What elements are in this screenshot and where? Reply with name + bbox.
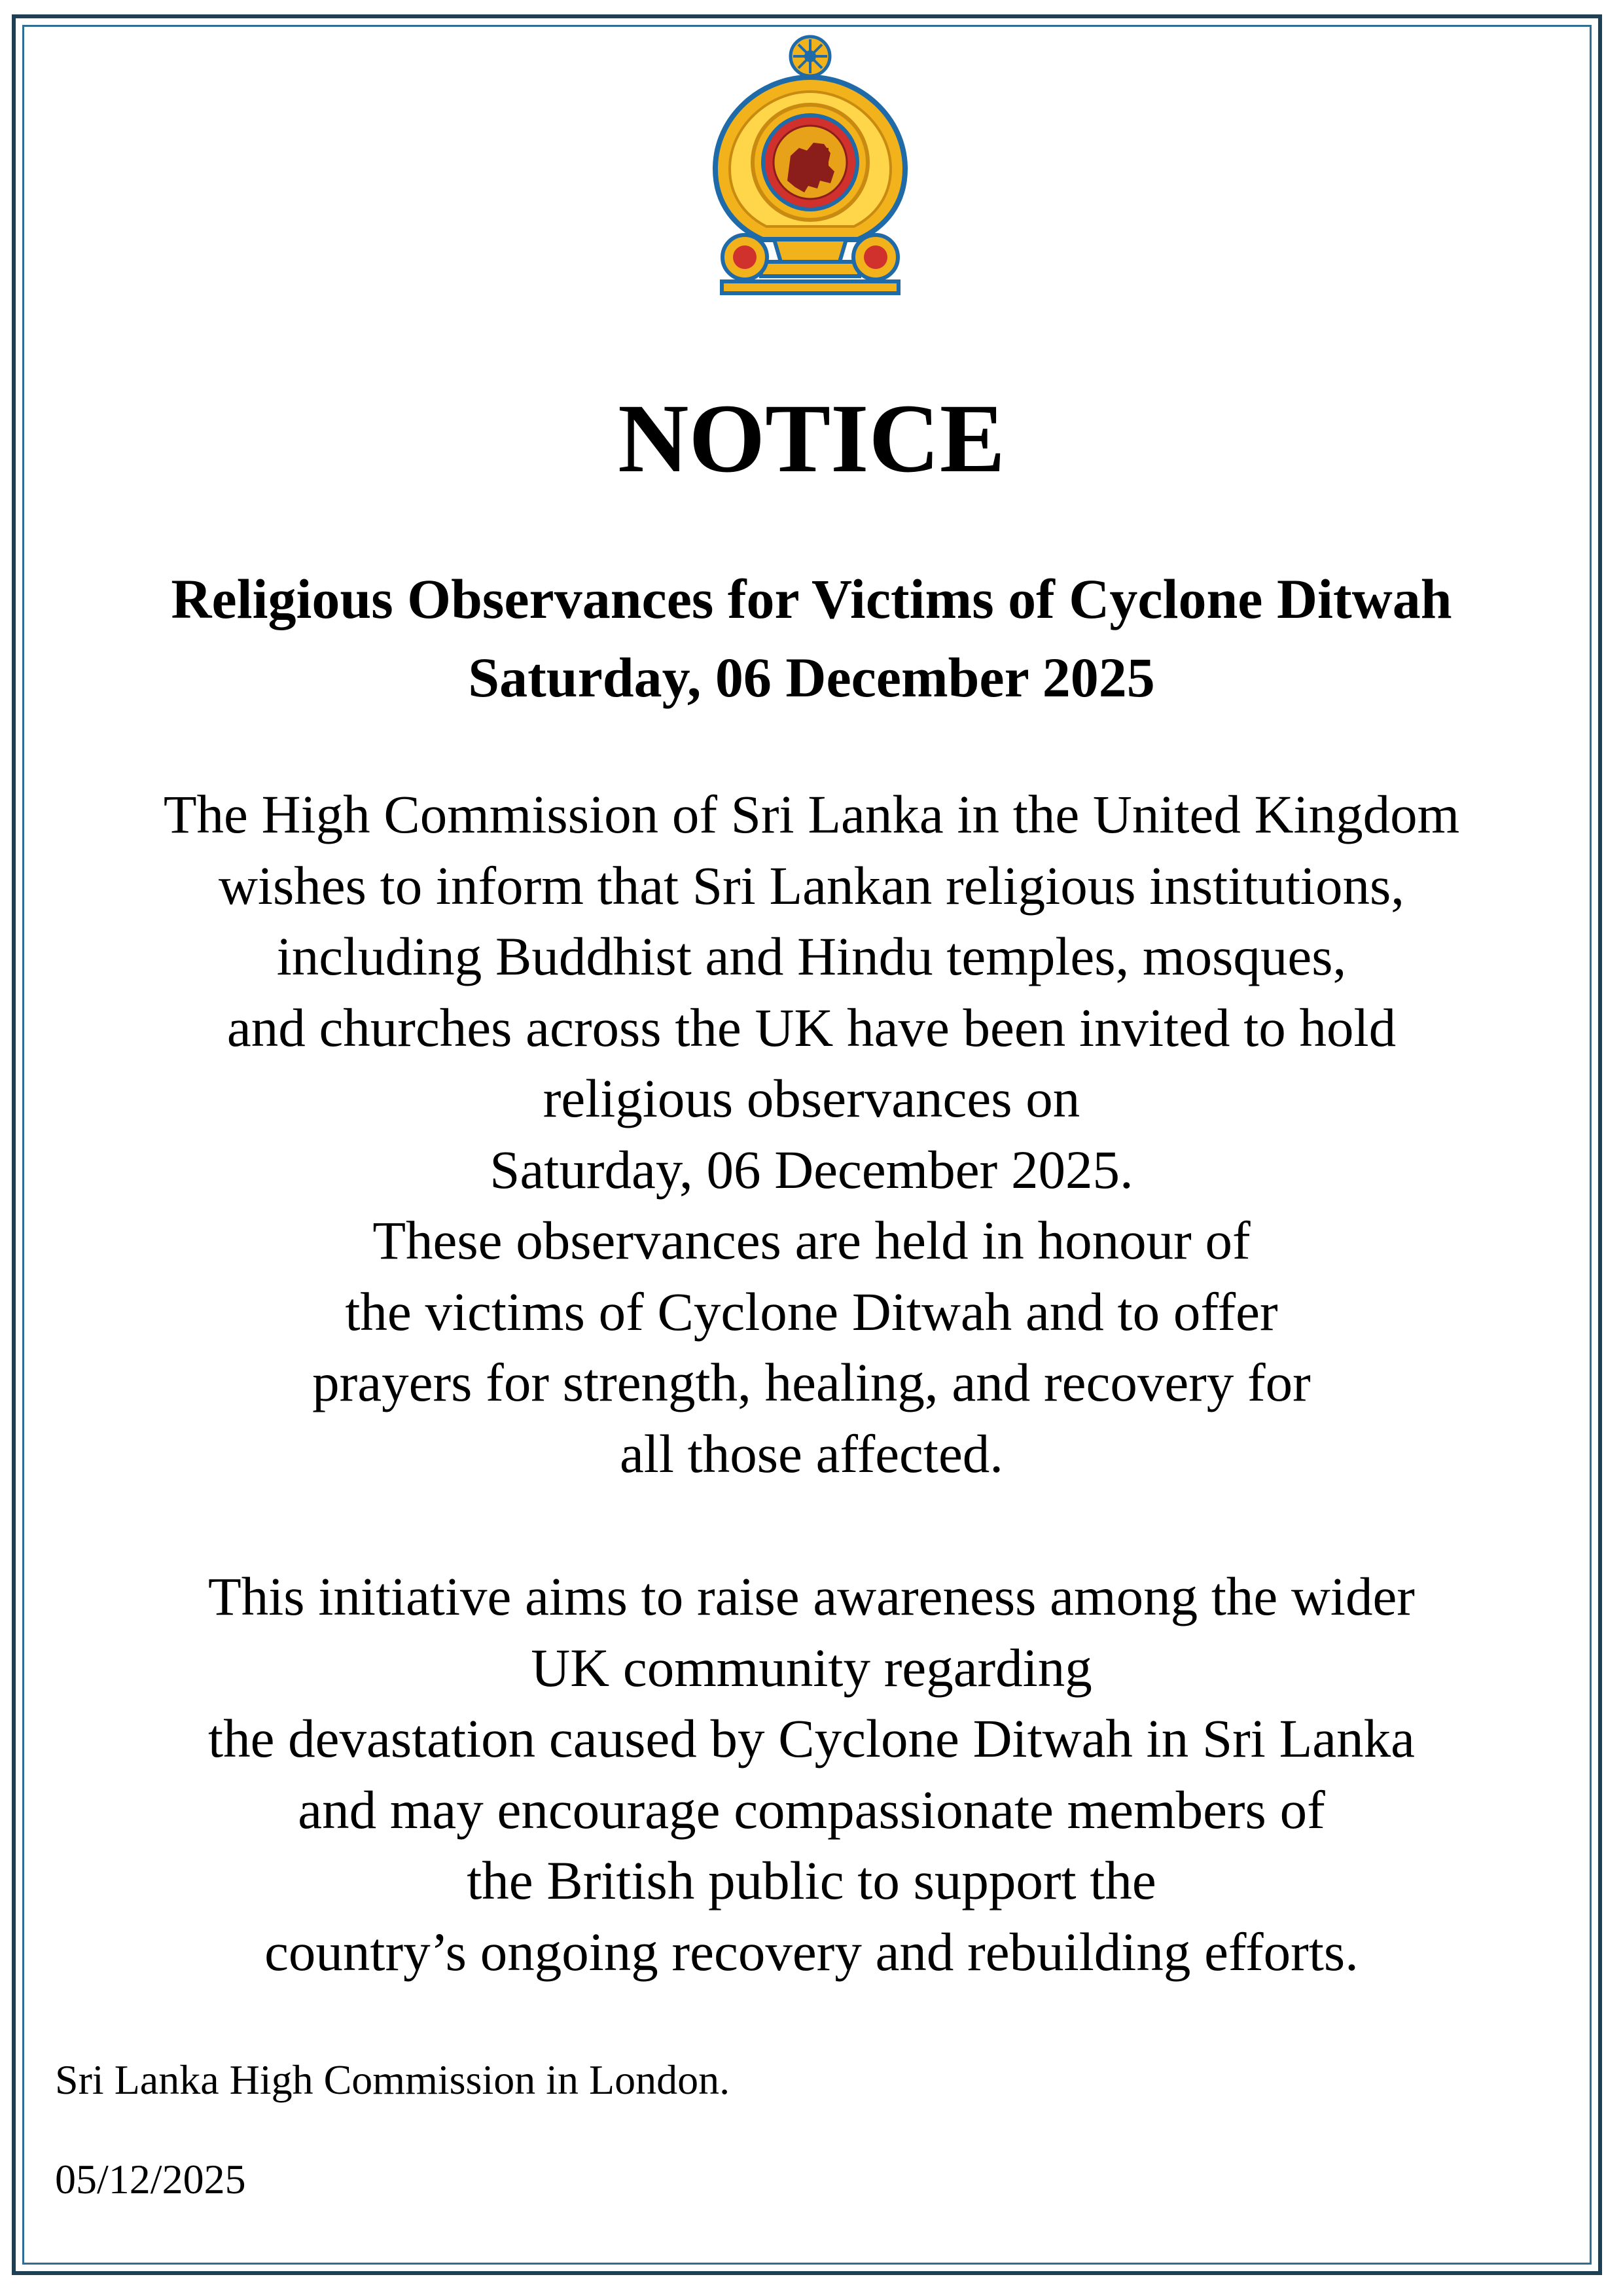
paragraph-line: religious observances on: [543, 1068, 1080, 1128]
paragraph-line: and churches across the UK have been invited to hold: [226, 997, 1397, 1058]
issue-date: 05/12/2025: [55, 2156, 246, 2202]
paragraph-line: the British public to support the: [467, 1850, 1156, 1910]
paragraph-line: including Buddhist and Hindu temples, mosques,: [276, 926, 1347, 986]
body-paragraph-1: [0, 779, 1623, 1489]
notice-title: NOTICE: [618, 384, 1005, 493]
paragraph-line: the victims of Cyclone Ditwah and to offer: [345, 1281, 1278, 1342]
paragraph-line: wishes to inform that Sri Lankan religious institutions,: [218, 855, 1405, 916]
paragraph-line: Saturday, 06 December 2025.: [490, 1139, 1133, 1200]
paragraph-line: all those affected.: [619, 1423, 1004, 1484]
paragraph-line: The High Commission of Sri Lanka in the United Kingdom: [163, 784, 1460, 844]
paragraph-line: prayers for strength, healing, and recovery for: [312, 1352, 1311, 1412]
paragraph-line: UK community regarding: [531, 1637, 1092, 1698]
paragraph-line: country’s ongoing recovery and rebuilding efforts.: [264, 1921, 1359, 1982]
paragraph-line: the devastation caused by Cyclone Ditwah in Sri Lanka: [208, 1708, 1415, 1768]
paragraph-line: These observances are held in honour of: [372, 1210, 1251, 1270]
sri-lanka-emblem-icon: [709, 31, 912, 300]
notice-date-heading: Saturday, 06 December 2025: [468, 646, 1155, 709]
signature-line: Sri Lanka High Commission in London.: [55, 2056, 730, 2103]
paragraph-line: This initiative aims to raise awareness among the wider: [208, 1566, 1415, 1626]
notice-subtitle: Religious Observances for Victims of Cyclone Ditwah: [171, 567, 1452, 630]
paragraph-line: and may encourage compassionate members of: [298, 1779, 1325, 1840]
body-paragraph-2: [0, 1561, 1623, 1987]
